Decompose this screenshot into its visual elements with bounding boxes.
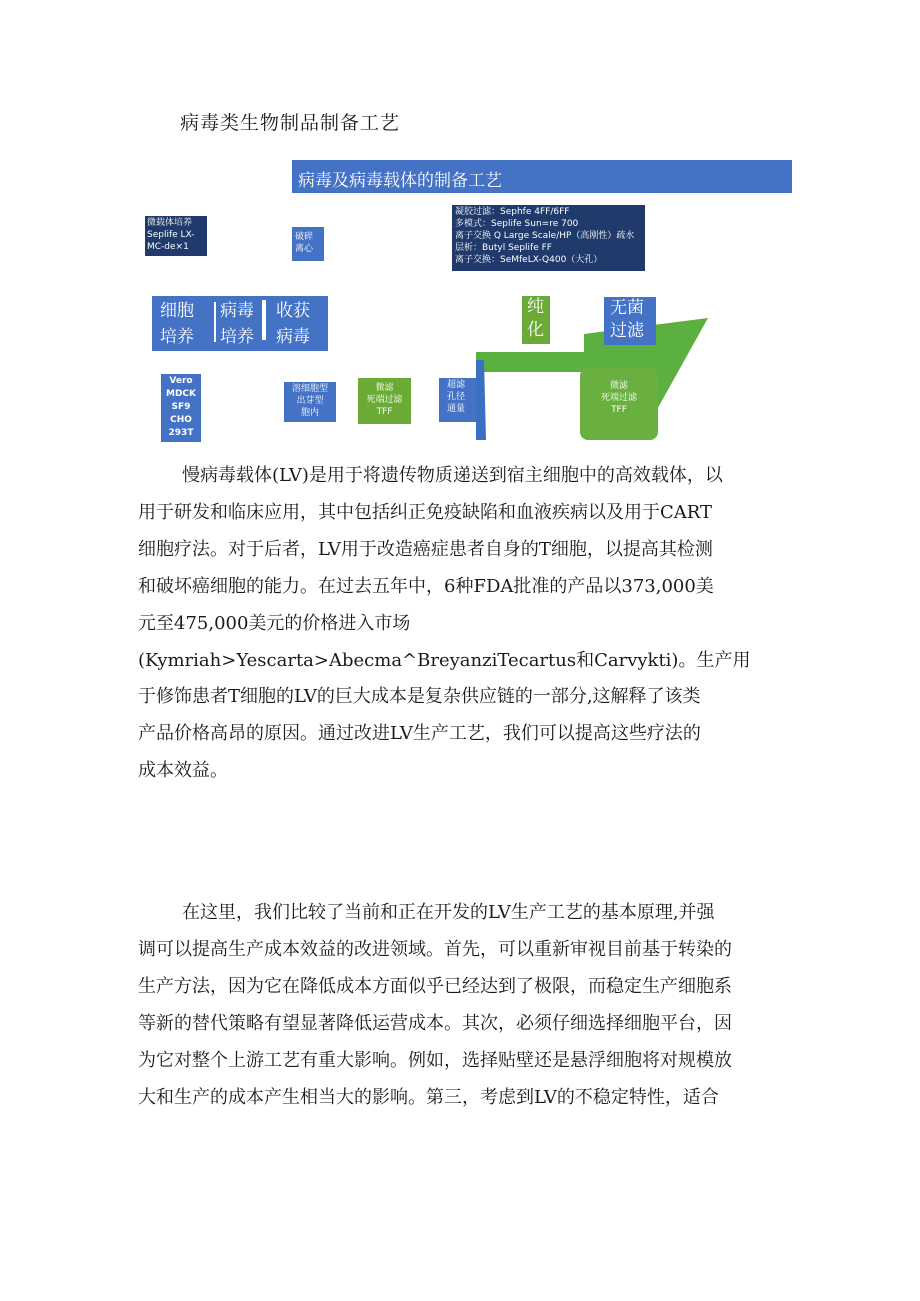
text-line: 调可以提高生产成本效益的改进领域。首先，可以重新审视目前基于转染的 (138, 938, 732, 960)
method-line: 离子交换：SeMfeLX-Q400（大孔） (455, 255, 603, 265)
final-filter-line: 死端过滤 (600, 393, 637, 403)
break-centrifuge-box (292, 227, 324, 261)
method-line: 层析：Butyl Seplife FF (455, 243, 552, 253)
text-line: 等新的替代策略有望显著降低运营成本。其次，必须仔细选择细胞平台，因 (138, 1012, 732, 1034)
paragraph (138, 458, 798, 790)
microcarrier-line: MC-de×1 (147, 242, 189, 252)
final-filter-line: 微滤 (609, 381, 628, 391)
lysis-line: 溶细胞型 (291, 384, 328, 394)
final-filter-box (580, 368, 658, 440)
purification-methods-box (452, 205, 645, 271)
microfilter-line: 死端过滤 (366, 395, 403, 405)
text-line: 大和生产的成本产生相当大的影响。第三，考虑到LV的不稳定特性，适合 (138, 1086, 719, 1108)
cell-line: MDCK (165, 389, 196, 399)
text-line: 产品价格高昂的原因。通过改进LV生产工艺，我们可以提高这些疗法的 (138, 723, 701, 745)
text-line: 于修饰患者T细胞的LV的巨大成本是复杂供应链的一部分,这解释了该类 (138, 686, 701, 708)
ultrafilter-line: 通量 (447, 404, 466, 414)
divider (262, 300, 266, 340)
text-line: 用于研发和临床应用，其中包括纠正免疫缺陷和血液疾病以及用于CART (138, 501, 713, 523)
purification-line: 纯 (527, 297, 544, 317)
lysis-line: 出芽型 (296, 396, 324, 406)
final-filter-line: TFF (611, 405, 627, 415)
text-line: 生产方法，因为它在降低成本方面似乎已经达到了极限，而稳定生产细胞系 (138, 975, 732, 997)
lysis-box (284, 382, 336, 422)
method-line: 多模式：Seplife Sun=re 700 (455, 219, 579, 229)
sterile-line: 过滤 (610, 321, 644, 341)
cell-line: Vero (169, 376, 193, 386)
virus-culture-label: 病毒 培养 (220, 301, 254, 347)
ultrafilter-box (439, 378, 476, 422)
text-line: 元至475,000美元的价格进入市场 (138, 612, 411, 634)
method-line: 凝胶过滤：Sephfe 4FF/6FF (455, 207, 570, 217)
text-line: 在这里，我们比较了当前和正在开发的LV生产工艺的基本原理,并强 (182, 902, 715, 923)
lysis-line: 胞内 (300, 408, 319, 418)
microcarrier-line: Seplife LX- (147, 230, 195, 240)
sterile-filtration-box (604, 297, 656, 345)
text-line: (Kymriah>Yescarta>Abecma^BreyanziTecartus和Carvykti)。生产用 (138, 649, 751, 671)
divider (214, 302, 216, 342)
text-line: 为它对整个上游工艺有重大影响。例如，选择贴壁还是悬浮细胞将对规模放 (138, 1049, 732, 1071)
microfilter-box (358, 378, 411, 424)
microcarrier-box (145, 216, 207, 256)
text-line: 成本效益。 (138, 760, 228, 782)
break-line: 破碎 (295, 232, 314, 242)
text-line: 细胞疗法。对于后者，LV用于改造癌症患者自身的T细胞，以提高其检测 (138, 538, 713, 560)
purification-line: 化 (527, 320, 544, 340)
cell-line: 293T (168, 428, 194, 438)
method-line: 离子交换 Q Large Scale/HP（高刚性）疏水 (455, 231, 635, 241)
paragraph (138, 895, 798, 1116)
ultrafilter-line: 孔径 (447, 392, 466, 402)
process-diagram (0, 0, 920, 460)
microfilter-line: 微滤 (375, 383, 394, 393)
cell-lines-box (161, 374, 201, 442)
ultrafilter-line: 超滤 (447, 380, 466, 390)
purification-box (522, 296, 550, 344)
cell-line: SF9 (171, 402, 191, 412)
harvest-label: 收获 病毒 (276, 301, 310, 347)
cell-culture-label: 细胞 培养 (160, 301, 194, 347)
cell-line: CHO (170, 415, 192, 425)
text-line: 和破坏癌细胞的能力。在过去五年中，6种FDA批准的产品以373,000美 (138, 575, 714, 597)
break-line: 离心 (295, 244, 314, 254)
text-line: 慢病毒载体(LV)是用于将遗传物质递送到宿主细胞中的高效载体，以 (182, 465, 723, 486)
microcarrier-line: 微载体培养 (147, 218, 193, 228)
diagram-banner: 病毒及病毒载体的制备工艺 (292, 160, 792, 193)
culture-harvest-box (152, 296, 328, 351)
sterile-line: 无菌 (610, 298, 644, 318)
microfilter-line: TFF (376, 407, 393, 417)
page-heading: 病毒类生物制品制备工艺 (180, 112, 401, 134)
